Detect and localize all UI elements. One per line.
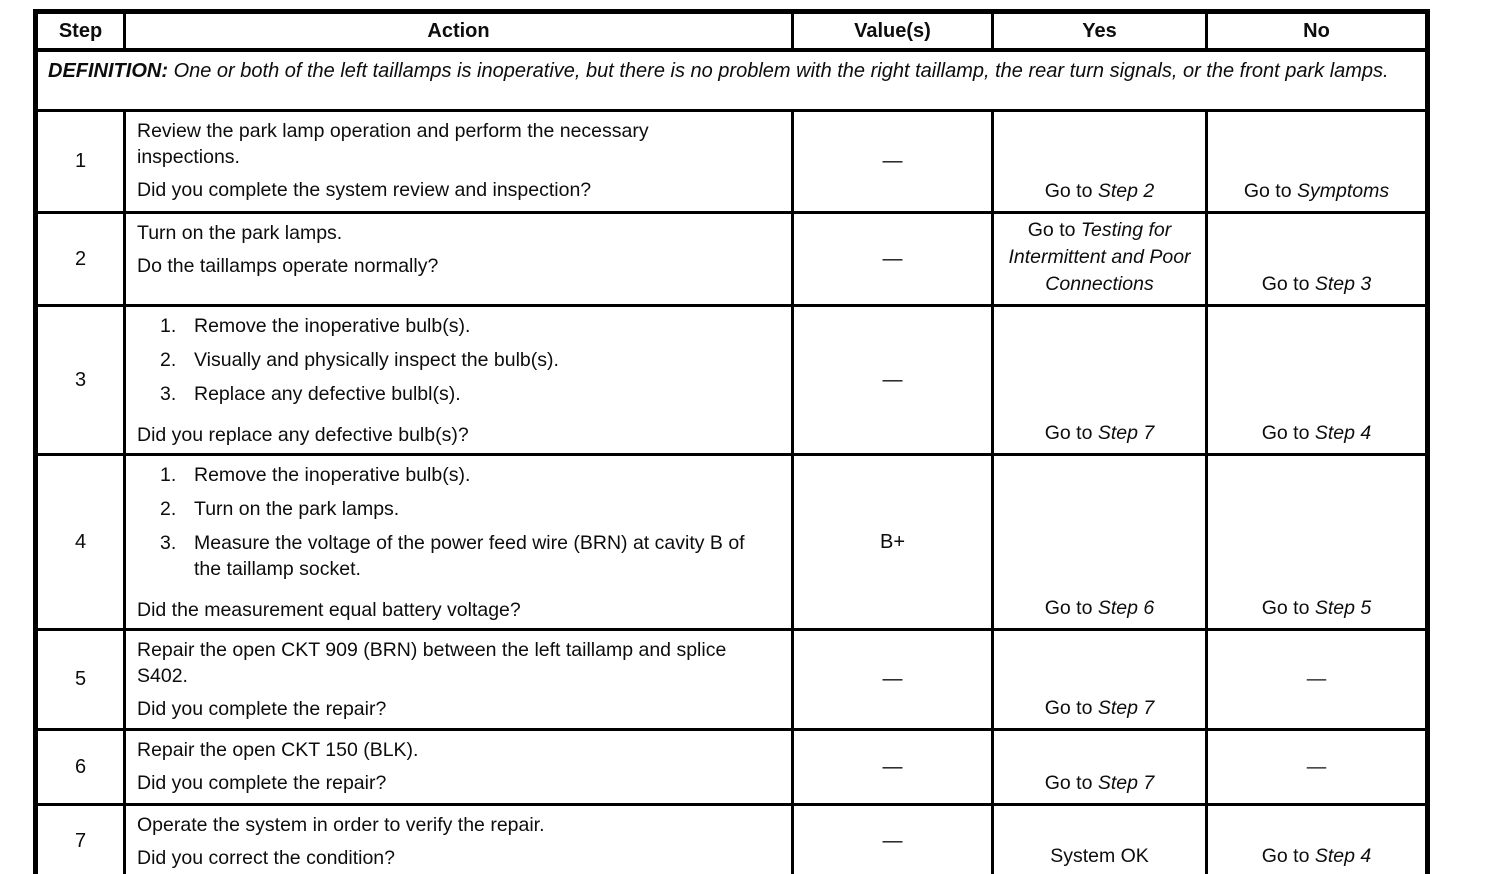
action-text: Repair the open CKT 150 (BLK).: [137, 739, 419, 761]
yes-text: [1045, 595, 1155, 622]
no-prefix: —: [1306, 668, 1327, 690]
list-number: 3.: [160, 383, 177, 405]
header-step: Step: [38, 14, 126, 48]
value-text: —: [882, 368, 903, 391]
yes-prefix: Go to: [1027, 219, 1081, 241]
header-no: No: [1303, 19, 1330, 42]
no-prefix: Go to: [1261, 597, 1315, 619]
action-instructions: [137, 313, 783, 415]
no-prefix: Go to: [1261, 845, 1315, 867]
no-text: [1262, 271, 1372, 298]
yes-text: [1045, 178, 1155, 205]
yes-cell: [994, 631, 1208, 728]
action-question: Did you complete the repair?: [137, 698, 387, 720]
no-text: [1262, 595, 1372, 622]
step-cell: [38, 731, 126, 803]
yes-cell: [994, 307, 1208, 453]
table-row: [38, 731, 1425, 806]
action-instructions: [137, 118, 783, 170]
no-cell: [1208, 307, 1425, 453]
list-item-text: Remove the inoperative bulb(s).: [194, 315, 471, 337]
action-cell: [126, 214, 794, 304]
action-text: Review the park lamp operation and perform the necessary inspections.: [137, 120, 649, 168]
list-number: 1.: [160, 464, 177, 486]
list-item-text: Measure the voltage of the power feed wire (BRN) at cavity B of the taillamp socket.: [194, 532, 745, 580]
no-text: [1262, 420, 1372, 447]
yes-cell: [994, 731, 1208, 803]
no-target: Step 5: [1314, 597, 1372, 619]
value-text: —: [882, 668, 903, 690]
step-cell: [38, 214, 126, 304]
step-cell: [38, 456, 126, 628]
table-row: [38, 112, 1425, 214]
diagnostic-table: [33, 9, 1430, 874]
step-number: 1: [74, 150, 87, 172]
no-cell: [1208, 731, 1425, 803]
no-text: [1262, 843, 1372, 870]
list-item-text: Replace any defective bulbl(s).: [194, 383, 461, 405]
action-cell: [126, 806, 794, 874]
no-cell: [1208, 214, 1425, 304]
step-cell: [38, 112, 126, 211]
list-number: 1.: [160, 315, 177, 337]
yes-target: Step 7: [1097, 772, 1155, 794]
value-text: —: [882, 829, 903, 852]
step-cell: [38, 631, 126, 728]
table-row: [38, 806, 1425, 874]
yes-target: Step 2: [1097, 180, 1155, 202]
value-text: —: [882, 247, 903, 270]
no-target: Step 4: [1314, 422, 1372, 444]
value-cell: [794, 307, 994, 453]
table-body: [38, 112, 1425, 874]
yes-prefix: Go to: [1044, 772, 1098, 794]
yes-text: [1045, 770, 1155, 797]
yes-prefix: System OK: [1050, 845, 1149, 867]
no-target: Step 4: [1314, 845, 1372, 867]
action-instructions: [137, 462, 783, 590]
action-list-item: [160, 347, 783, 373]
action-question: Did the measurement equal battery voltage?: [137, 599, 521, 621]
definition-text: One or both of the left taillamps is inoperative, but there is no problem with the right taillamp, the rear turn signals, or the front park lamps.: [173, 60, 1389, 82]
action-question: Did you complete the system review and inspection?: [137, 179, 592, 201]
action-cell: [126, 456, 794, 628]
value-cell: [794, 456, 994, 628]
no-prefix: —: [1306, 755, 1327, 778]
step-number: 6: [74, 755, 87, 778]
action-list-item: [160, 381, 783, 407]
no-prefix: Go to: [1243, 180, 1297, 202]
action-text: Repair the open CKT 909 (BRN) between the left taillamp and splice S402.: [137, 639, 727, 687]
action-cell: [126, 731, 794, 803]
no-text: [1307, 666, 1327, 693]
action-list-item: [160, 530, 783, 582]
yes-target: Step 7: [1097, 697, 1155, 719]
action-text: Operate the system in order to verify the repair.: [137, 814, 545, 836]
step-number: 2: [74, 247, 87, 270]
value-cell: [794, 631, 994, 728]
value-cell: [794, 112, 994, 211]
definition-label: DEFINITION:: [48, 60, 168, 82]
action-instructions: [137, 637, 783, 689]
yes-prefix: Go to: [1044, 180, 1098, 202]
yes-target: Testing for Intermittent and Poor Connections: [1008, 219, 1191, 295]
header-yes: Yes: [994, 14, 1208, 48]
table-row: [38, 307, 1425, 456]
action-cell: [126, 307, 794, 453]
no-text: [1244, 178, 1389, 205]
list-item-text: Turn on the park lamps.: [194, 498, 400, 520]
action-question: Do the taillamps operate normally?: [137, 255, 439, 277]
header-action: Action: [126, 14, 794, 48]
yes-target: Step 7: [1097, 422, 1155, 444]
value-cell: [794, 731, 994, 803]
action-cell: [126, 631, 794, 728]
yes-target: Step 6: [1097, 597, 1155, 619]
yes-text: [998, 217, 1201, 298]
action-question: Did you correct the condition?: [137, 847, 395, 869]
yes-text: [1045, 695, 1155, 722]
action-instructions: [137, 812, 783, 838]
yes-text: [1050, 843, 1149, 870]
no-cell: [1208, 806, 1425, 874]
action-question: Did you replace any defective bulb(s)?: [137, 424, 469, 446]
no-cell: [1208, 456, 1425, 628]
table-row: [38, 214, 1425, 307]
no-prefix: Go to: [1261, 273, 1315, 295]
no-target: Step 3: [1314, 273, 1372, 295]
yes-prefix: Go to: [1044, 697, 1098, 719]
value-text: —: [882, 150, 903, 172]
yes-cell: [994, 112, 1208, 211]
yes-text: [1045, 420, 1155, 447]
table-header-row: [38, 14, 1425, 52]
action-instructions: [137, 737, 783, 763]
action-cell: [126, 112, 794, 211]
header-values: Value(s): [794, 14, 994, 48]
step-cell: [38, 307, 126, 453]
value-text: B+: [879, 530, 906, 553]
table-row: [38, 456, 1425, 631]
action-list-item: [160, 313, 783, 339]
action-list-item: [160, 496, 783, 522]
step-number: 7: [74, 829, 87, 852]
no-cell: [1208, 112, 1425, 211]
value-cell: [794, 214, 994, 304]
definition-row: [38, 52, 1425, 112]
value-text: —: [882, 755, 903, 778]
action-list-item: [160, 462, 783, 488]
yes-cell: [994, 456, 1208, 628]
list-number: 2.: [160, 498, 177, 520]
step-number: 4: [74, 530, 87, 553]
yes-prefix: Go to: [1044, 597, 1098, 619]
action-text: Turn on the park lamps.: [137, 222, 343, 244]
list-number: 3.: [160, 532, 177, 554]
no-text: [1307, 754, 1327, 781]
action-instructions: [137, 220, 783, 246]
value-cell: [794, 806, 994, 874]
list-item-text: Remove the inoperative bulb(s).: [194, 464, 471, 486]
list-number: 2.: [160, 349, 177, 371]
table-row: [38, 631, 1425, 731]
list-item-text: Visually and physically inspect the bulb(s).: [194, 349, 559, 371]
step-number: 5: [74, 668, 87, 690]
no-cell: [1208, 631, 1425, 728]
no-prefix: Go to: [1261, 422, 1315, 444]
yes-cell: [994, 214, 1208, 304]
yes-cell: [994, 806, 1208, 874]
action-question: Did you complete the repair?: [137, 772, 387, 794]
step-number: 3: [74, 368, 87, 391]
step-cell: [38, 806, 126, 874]
yes-prefix: Go to: [1044, 422, 1098, 444]
no-target: Symptoms: [1297, 180, 1390, 202]
